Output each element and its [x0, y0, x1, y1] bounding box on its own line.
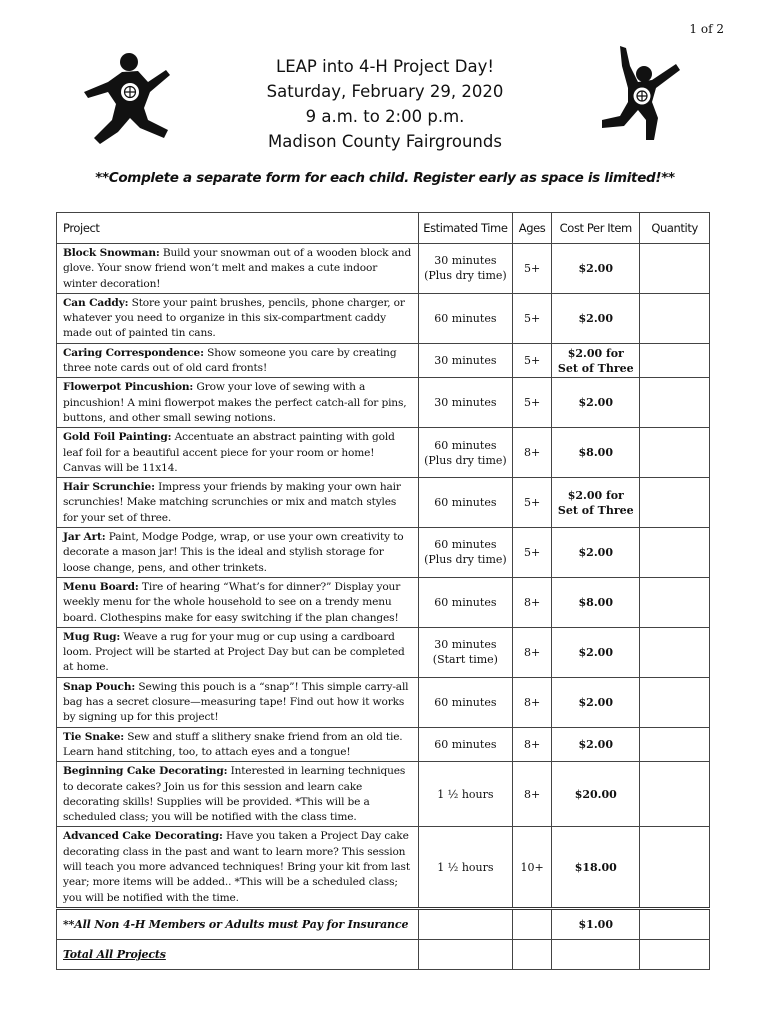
project-name: Caring Correspondence: — [63, 346, 204, 359]
cost-primary: $2.00 — [578, 545, 613, 559]
total-row — [57, 939, 710, 969]
project-description — [57, 727, 419, 762]
project-description — [57, 627, 419, 677]
page-number: 1 of 2 — [689, 22, 724, 36]
ages: 5+ — [512, 478, 551, 528]
cost-per-item — [552, 428, 640, 478]
project-description — [57, 577, 419, 627]
quantity-cell[interactable] — [640, 343, 710, 378]
project-description — [57, 244, 419, 294]
estimated-time — [418, 627, 512, 677]
project-description — [57, 478, 419, 528]
estimated-time — [418, 827, 512, 908]
total-time-cell — [418, 939, 512, 969]
project-name: Advanced Cake Decorating: — [63, 830, 223, 843]
project-name: Mug Rug: — [63, 630, 121, 643]
time-primary: 60 minutes — [434, 496, 497, 510]
cost-primary: $2.00 — [578, 737, 613, 751]
estimated-time — [418, 727, 512, 762]
total-ages-cell — [512, 939, 551, 969]
project-details: Accentuate an abstract painting with gold leaf foil for a beautiful accent piece for your room or home! Canvas will be 11x14. — [63, 431, 395, 474]
project-details: Paint, Modge Podge, wrap, or use your own creativity to decorate a mason jar! This is the ideal and stylish storage for loose change, pens, and other trinkets. — [63, 531, 404, 574]
project-description — [57, 293, 419, 343]
ages: 10+ — [512, 827, 551, 908]
time-primary: 60 minutes — [434, 538, 497, 552]
table-row — [57, 343, 710, 378]
insurance-ages-cell — [512, 908, 551, 939]
quantity-cell[interactable] — [640, 293, 710, 343]
project-description — [57, 343, 419, 378]
event-time: 9 a.m. to 2:00 p.m. — [305, 107, 465, 126]
cost-primary: $2.00 — [578, 261, 613, 275]
cost-per-item — [552, 528, 640, 578]
ages: 8+ — [512, 677, 551, 727]
table-row — [57, 677, 710, 727]
total-label: Total All Projects — [57, 939, 419, 969]
time-primary: 60 minutes — [434, 595, 497, 609]
estimated-time — [418, 762, 512, 827]
cost-primary: $2.00 for — [567, 488, 624, 502]
estimated-time — [418, 677, 512, 727]
total-quantity-cell[interactable] — [640, 939, 710, 969]
table-row — [57, 478, 710, 528]
cost-primary: $18.00 — [574, 860, 617, 874]
project-details: Interested in learning techniques to decorate cakes? Join us for this session and learn cake decorating skills! Supplies will be provided. *This will be a scheduled class; you will be notified with the class time. — [63, 765, 406, 824]
ages: 5+ — [512, 528, 551, 578]
time-secondary: (Plus dry time) — [424, 553, 507, 567]
project-name: Beginning Cake Decorating: — [63, 765, 228, 778]
time-primary: 60 minutes — [434, 311, 497, 325]
project-details: Sew and stuff a slithery snake friend from an old tie. Learn hand stitching, too, to attach eyes and a tongue! — [63, 730, 403, 758]
cost-per-item — [552, 378, 640, 428]
table-row — [57, 727, 710, 762]
quantity-cell[interactable] — [640, 528, 710, 578]
quantity-cell[interactable] — [640, 428, 710, 478]
project-name: Menu Board: — [63, 580, 139, 593]
table-row — [57, 627, 710, 677]
project-details: Tire of hearing “What’s for dinner?” Display your weekly menu for the whole household to see on a trendy menu board. Clothespins make for easy switching if the plan changes! — [63, 580, 401, 624]
project-details: Store your paint brushes, pencils, phone charger, or whatever you need to organize in this six-compartment caddy made out of painted tin cans. — [63, 296, 405, 340]
project-name: Gold Foil Painting: — [63, 431, 172, 444]
ages: 5+ — [512, 293, 551, 343]
time-secondary: (Start time) — [432, 653, 498, 667]
insurance-time-cell — [418, 908, 512, 939]
project-details: Grow your love of sewing with a pincushion! A mini flowerpot makes the perfect catch-all for pins, buttons, and other small sewing notions. — [63, 381, 407, 424]
cost-primary: $2.00 for — [567, 346, 624, 360]
cost-per-item — [552, 627, 640, 677]
estimated-time — [418, 343, 512, 378]
time-secondary: (Plus dry time) — [424, 269, 507, 283]
project-description — [57, 428, 419, 478]
header-cost-per-item: Cost Per Item — [552, 213, 640, 244]
ages: 5+ — [512, 343, 551, 378]
cost-secondary: Set of Three — [557, 503, 634, 517]
table-row — [57, 528, 710, 578]
header-quantity: Quantity — [640, 213, 710, 244]
table-header-row — [57, 213, 710, 244]
time-primary: 30 minutes — [434, 254, 497, 268]
ages: 8+ — [512, 762, 551, 827]
estimated-time — [418, 478, 512, 528]
insurance-label: **All Non 4-H Members or Adults must Pay for Insurance — [57, 908, 419, 939]
cost-primary: $8.00 — [578, 446, 613, 460]
project-description — [57, 528, 419, 578]
project-name: Hair Scrunchie: — [63, 481, 155, 494]
time-primary: 30 minutes — [434, 396, 497, 410]
estimated-time — [418, 428, 512, 478]
table-row — [57, 827, 710, 908]
header-estimated-time: Estimated Time — [418, 213, 512, 244]
ages: 5+ — [512, 244, 551, 294]
time-primary: 60 minutes — [434, 737, 497, 751]
time-primary: 30 minutes — [434, 638, 497, 652]
table-row — [57, 762, 710, 827]
cost-per-item — [552, 478, 640, 528]
cost-per-item — [552, 577, 640, 627]
quantity-cell[interactable] — [640, 762, 710, 827]
project-details: Show someone you care by creating three note cards out of old card fronts! — [63, 346, 397, 375]
ages: 8+ — [512, 428, 551, 478]
quantity-cell[interactable] — [640, 244, 710, 294]
ages: 8+ — [512, 727, 551, 762]
quantity-cell[interactable] — [640, 827, 710, 908]
header-project: Project — [57, 213, 419, 244]
estimated-time — [418, 528, 512, 578]
quantity-cell[interactable] — [640, 378, 710, 428]
project-description — [57, 827, 419, 908]
time-primary: 60 minutes — [434, 695, 497, 709]
cost-per-item — [552, 827, 640, 908]
cost-primary: $2.00 — [578, 311, 613, 325]
cost-primary: $8.00 — [578, 595, 613, 609]
time-primary: 1 ½ hours — [437, 787, 494, 801]
estimated-time — [418, 293, 512, 343]
cost-per-item — [552, 677, 640, 727]
table-row — [57, 244, 710, 294]
estimated-time — [418, 577, 512, 627]
event-title: LEAP into 4-H Project Day! — [276, 57, 494, 76]
registration-note: **Complete a separate form for each child. Register early as space is limited!** — [95, 170, 675, 186]
event-date: Saturday, February 29, 2020 — [266, 82, 504, 101]
project-description — [57, 762, 419, 827]
cost-per-item — [552, 727, 640, 762]
quantity-cell[interactable] — [640, 478, 710, 528]
project-description — [57, 378, 419, 428]
project-details: Build your snowman out of a wooden block and glove. Your snow friend won’t melt and makes a cute indoor winter decoration! — [63, 247, 412, 290]
project-name: Tie Snake: — [63, 730, 125, 743]
quantity-cell[interactable] — [640, 677, 710, 727]
cost-primary: $2.00 — [578, 645, 613, 659]
cost-per-item — [552, 293, 640, 343]
time-primary: 60 minutes — [434, 438, 497, 452]
project-name: Block Snowman: — [63, 247, 160, 259]
insurance-row — [57, 908, 710, 939]
event-location: Madison County Fairgrounds — [268, 132, 502, 151]
table-row — [57, 428, 710, 478]
cost-primary: $2.00 — [578, 695, 613, 709]
estimated-time — [418, 244, 512, 294]
ages: 5+ — [512, 378, 551, 428]
quantity-cell[interactable] — [640, 627, 710, 677]
project-details: Sewing this pouch is a “snap”! This simple carry-all bag has a secret closure—measuring tape! Find out how it works by signing up for this project! — [63, 680, 409, 724]
cost-per-item — [552, 343, 640, 378]
table-row — [57, 577, 710, 627]
project-name: Flowerpot Pincushion: — [63, 381, 194, 394]
event-title-block — [0, 54, 770, 154]
project-name: Jar Art: — [63, 531, 106, 544]
project-name: Can Caddy: — [63, 296, 129, 309]
total-cost-cell[interactable] — [552, 939, 640, 969]
quantity-cell[interactable] — [640, 577, 710, 627]
project-details: Weave a rug for your mug or cup using a cardboard loom. Project will be started at Project Day but can be completed at home. — [63, 630, 405, 674]
time-primary: 1 ½ hours — [437, 860, 494, 874]
project-details: Have you taken a Project Day cake decorating class in the past and want to learn more? This session will teach you more advanced techniques! Bring your kit from last year; more items will be added.. *This will be a scheduled class; you will be notified with the time. — [63, 830, 410, 904]
cost-per-item — [552, 762, 640, 827]
cost-primary: $20.00 — [574, 787, 617, 801]
estimated-time — [418, 378, 512, 428]
project-name: Snap Pouch: — [63, 680, 136, 693]
table-row — [57, 293, 710, 343]
time-secondary: (Plus dry time) — [424, 453, 507, 467]
time-primary: 30 minutes — [434, 354, 497, 368]
ages: 8+ — [512, 627, 551, 677]
insurance-cost: $1.00 — [552, 908, 640, 939]
ages: 8+ — [512, 577, 551, 627]
header-ages: Ages — [512, 213, 551, 244]
cost-primary: $2.00 — [578, 396, 613, 410]
project-details: Impress your friends by making your own hair scrunchies! Make matching scrunchies or mix and match styles for your set of three. — [63, 481, 401, 524]
cost-per-item — [552, 244, 640, 294]
project-description — [57, 677, 419, 727]
cost-secondary: Set of Three — [557, 361, 634, 375]
quantity-cell[interactable] — [640, 727, 710, 762]
table-row — [57, 378, 710, 428]
project-registration-table — [56, 212, 710, 970]
insurance-quantity-cell[interactable] — [640, 908, 710, 939]
